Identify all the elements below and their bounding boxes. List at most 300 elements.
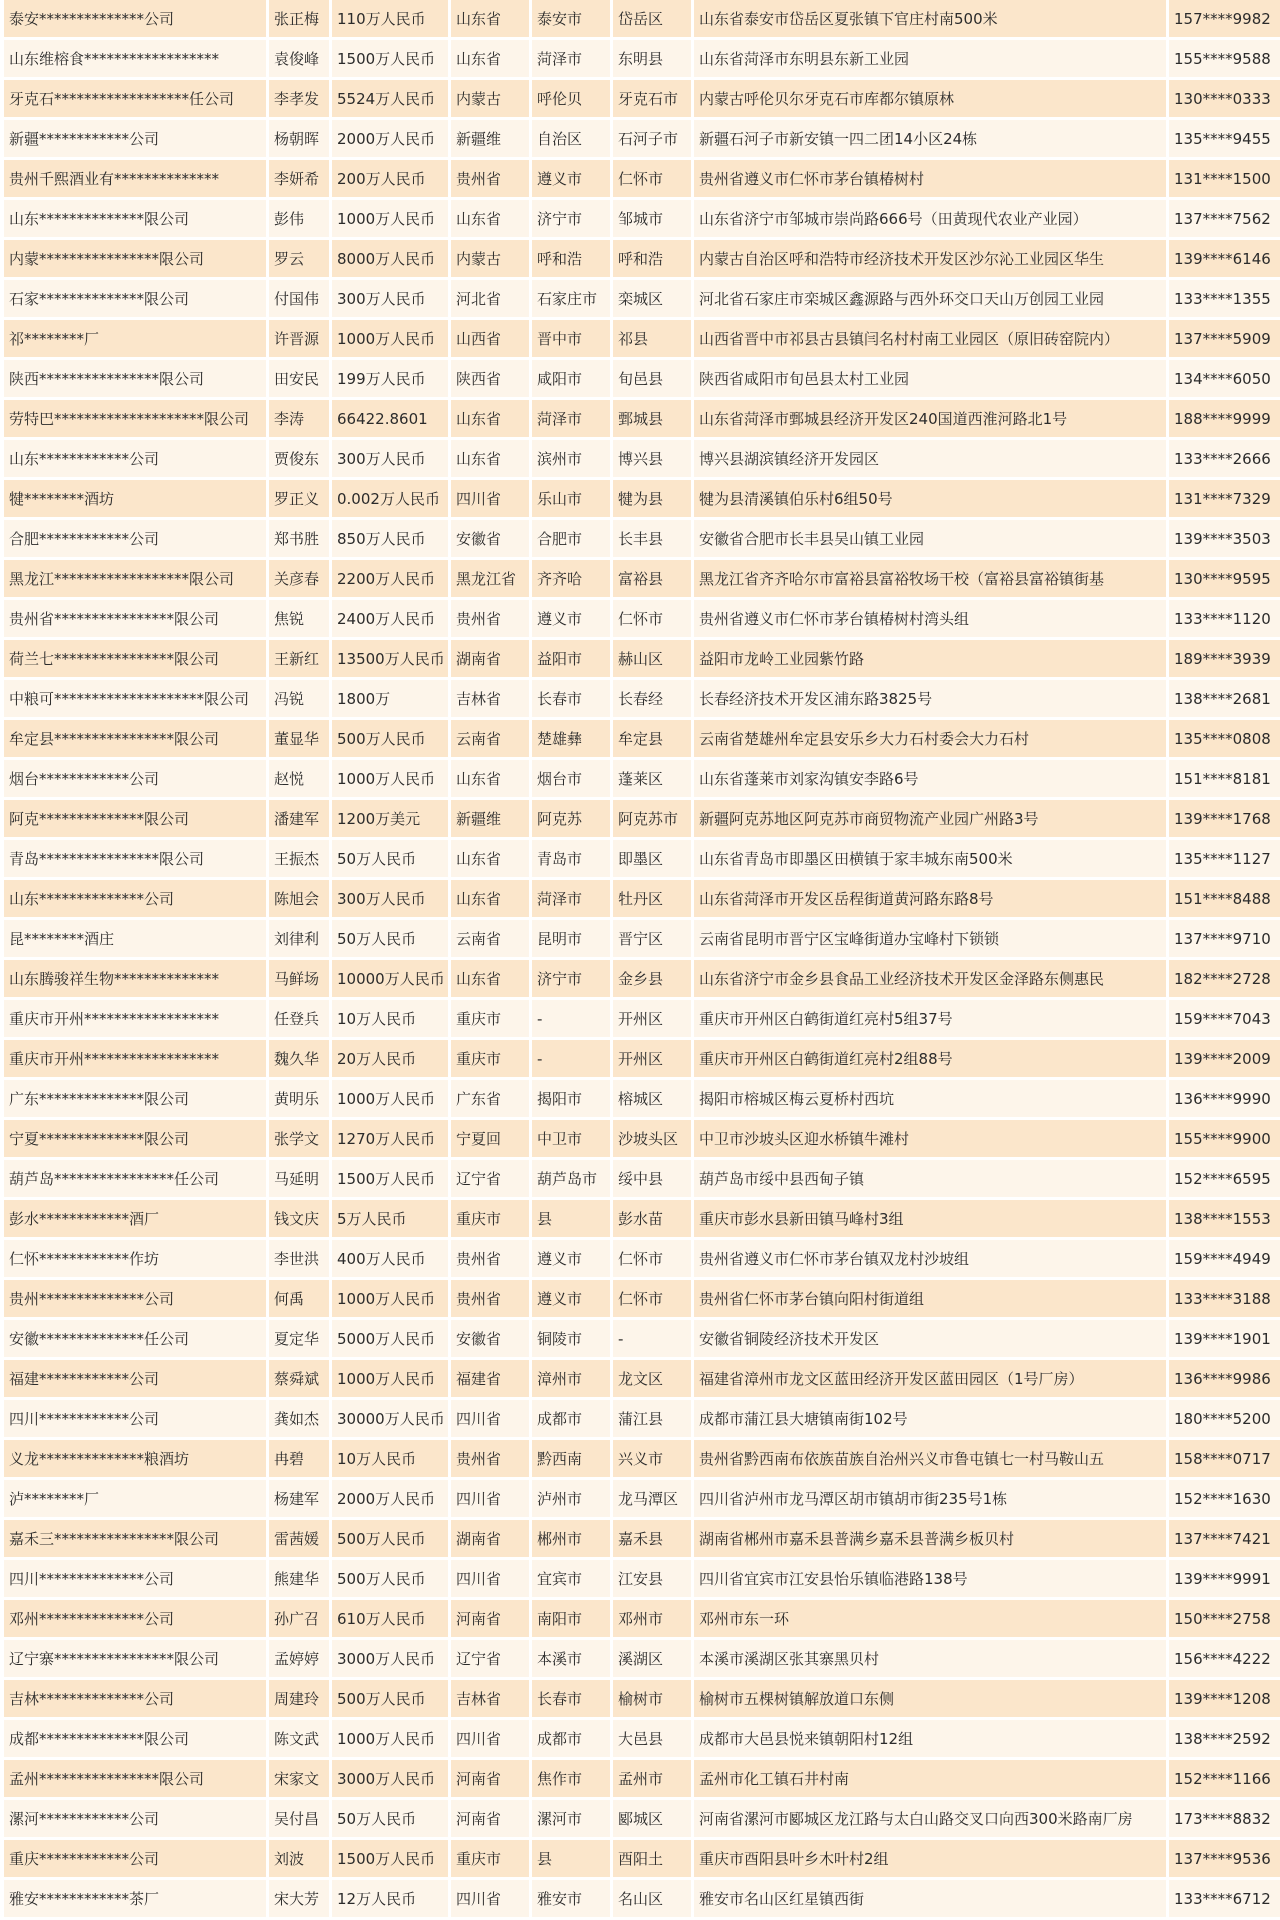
phone-cell: 137****9536: [1169, 1840, 1280, 1880]
district-cell: 孟州市: [613, 1760, 691, 1800]
address-cell: 邓州市东一环: [694, 1600, 1166, 1640]
province-cell: 四川省: [451, 1880, 529, 1920]
city-cell: 长春市: [532, 1680, 610, 1720]
table-row: [4, 1680, 1280, 1720]
phone-cell: 136****9986: [1169, 1360, 1280, 1400]
address-cell: 山东省济宁市邹城市崇尚路666号（田黄现代农业产业园）: [694, 200, 1166, 240]
province-cell: 四川省: [451, 1560, 529, 1600]
address-cell: 山东省济宁市金乡县食品工业经济技术开发区金泽路东侧惠民: [694, 960, 1166, 1000]
table-row: [4, 0, 1280, 40]
table-row: [4, 720, 1280, 760]
registered-capital-cell: 1000万人民币: [332, 320, 448, 360]
province-cell: 山西省: [451, 320, 529, 360]
registered-capital-cell: 0.002万人民币: [332, 480, 448, 520]
company-name-cell: 昆********酒庄: [4, 920, 266, 960]
company-name-cell: 重庆市开州******************: [4, 1040, 266, 1080]
province-cell: 四川省: [451, 1720, 529, 1760]
company-name-cell: 山东腾骏祥生物**************: [4, 960, 266, 1000]
legal-representative-cell: 杨朝晖: [269, 120, 329, 160]
table-row: [4, 1040, 1280, 1080]
city-cell: 本溪市: [532, 1640, 610, 1680]
table-row: [4, 1520, 1280, 1560]
company-name-cell: 广东**************限公司: [4, 1080, 266, 1120]
registered-capital-cell: 2000万人民币: [332, 1480, 448, 1520]
address-cell: 重庆市彭水县新田镇马峰村3组: [694, 1200, 1166, 1240]
district-cell: 仁怀市: [613, 1280, 691, 1320]
table-row: [4, 1200, 1280, 1240]
province-cell: 宁夏回: [451, 1120, 529, 1160]
company-name-cell: 吉林**************公司: [4, 1680, 266, 1720]
company-table-body: [4, 0, 1280, 1920]
phone-cell: 133****1355: [1169, 280, 1280, 320]
address-cell: 重庆市开州区白鹤街道红亮村5组37号: [694, 1000, 1166, 1040]
company-name-cell: 四川************公司: [4, 1400, 266, 1440]
registered-capital-cell: 1500万人民币: [332, 1160, 448, 1200]
district-cell: 榕城区: [613, 1080, 691, 1120]
table-row: [4, 400, 1280, 440]
district-cell: 金乡县: [613, 960, 691, 1000]
company-name-cell: 祁********厂: [4, 320, 266, 360]
province-cell: 山东省: [451, 0, 529, 40]
table-row: [4, 1360, 1280, 1400]
province-cell: 山东省: [451, 40, 529, 80]
province-cell: 贵州省: [451, 600, 529, 640]
address-cell: 贵州省黔西南布依族苗族自治州兴义市鲁屯镇七一村马鞍山五: [694, 1440, 1166, 1480]
company-name-cell: 新疆************公司: [4, 120, 266, 160]
registered-capital-cell: 13500万人民币: [332, 640, 448, 680]
company-name-cell: 重庆************公司: [4, 1840, 266, 1880]
city-cell: 菏泽市: [532, 400, 610, 440]
phone-cell: 133****2666: [1169, 440, 1280, 480]
registered-capital-cell: 610万人民币: [332, 1600, 448, 1640]
phone-cell: 158****0717: [1169, 1440, 1280, 1480]
company-name-cell: 石家**************限公司: [4, 280, 266, 320]
company-name-cell: 漯河************公司: [4, 1800, 266, 1840]
table-row: [4, 1760, 1280, 1800]
phone-cell: 139****6146: [1169, 240, 1280, 280]
address-cell: 四川省泸州市龙马潭区胡市镇胡市街235号1栋: [694, 1480, 1166, 1520]
company-name-cell: 邓州**************公司: [4, 1600, 266, 1640]
legal-representative-cell: 张正梅: [269, 0, 329, 40]
address-cell: 榆树市五棵树镇解放道口东侧: [694, 1680, 1166, 1720]
table-row: [4, 1160, 1280, 1200]
company-name-cell: 内蒙****************限公司: [4, 240, 266, 280]
district-cell: 岱岳区: [613, 0, 691, 40]
city-cell: 县: [532, 1200, 610, 1240]
district-cell: 江安县: [613, 1560, 691, 1600]
city-cell: 揭阳市: [532, 1080, 610, 1120]
registered-capital-cell: 50万人民币: [332, 840, 448, 880]
district-cell: 开州区: [613, 1000, 691, 1040]
legal-representative-cell: 宋家文: [269, 1760, 329, 1800]
province-cell: 陕西省: [451, 360, 529, 400]
company-name-cell: 重庆市开州******************: [4, 1000, 266, 1040]
legal-representative-cell: 龚如杰: [269, 1400, 329, 1440]
district-cell: 仁怀市: [613, 160, 691, 200]
registered-capital-cell: 1270万人民币: [332, 1120, 448, 1160]
phone-cell: 131****7329: [1169, 480, 1280, 520]
district-cell: 蒲江县: [613, 1400, 691, 1440]
province-cell: 吉林省: [451, 680, 529, 720]
city-cell: -: [532, 1040, 610, 1080]
registered-capital-cell: 1000万人民币: [332, 200, 448, 240]
registered-capital-cell: 1500万人民币: [332, 40, 448, 80]
district-cell: 长丰县: [613, 520, 691, 560]
company-name-cell: 青岛****************限公司: [4, 840, 266, 880]
phone-cell: 136****9990: [1169, 1080, 1280, 1120]
company-name-cell: 阿克**************限公司: [4, 800, 266, 840]
company-name-cell: 山东维榕食******************: [4, 40, 266, 80]
company-name-cell: 仁怀************作坊: [4, 1240, 266, 1280]
registered-capital-cell: 500万人民币: [332, 720, 448, 760]
table-row: [4, 1640, 1280, 1680]
province-cell: 河南省: [451, 1760, 529, 1800]
company-name-cell: 贵州省****************限公司: [4, 600, 266, 640]
registered-capital-cell: 1000万人民币: [332, 1080, 448, 1120]
address-cell: 陕西省咸阳市旬邑县太村工业园: [694, 360, 1166, 400]
district-cell: 博兴县: [613, 440, 691, 480]
company-name-cell: 荷兰七****************限公司: [4, 640, 266, 680]
city-cell: 成都市: [532, 1720, 610, 1760]
phone-cell: 139****3503: [1169, 520, 1280, 560]
phone-cell: 157****9982: [1169, 0, 1280, 40]
phone-cell: 156****4222: [1169, 1640, 1280, 1680]
city-cell: 泸州市: [532, 1480, 610, 1520]
address-cell: 云南省楚雄州牟定县安乐乡大力石村委会大力石村: [694, 720, 1166, 760]
legal-representative-cell: 任登兵: [269, 1000, 329, 1040]
registered-capital-cell: 300万人民币: [332, 280, 448, 320]
registered-capital-cell: 8000万人民币: [332, 240, 448, 280]
address-cell: 孟州市化工镇石井村南: [694, 1760, 1166, 1800]
phone-cell: 134****6050: [1169, 360, 1280, 400]
phone-cell: 151****8181: [1169, 760, 1280, 800]
province-cell: 湖南省: [451, 640, 529, 680]
city-cell: 济宁市: [532, 200, 610, 240]
registered-capital-cell: 10万人民币: [332, 1440, 448, 1480]
city-cell: 葫芦岛市: [532, 1160, 610, 1200]
address-cell: 山东省泰安市岱岳区夏张镇下官庄村南500米: [694, 0, 1166, 40]
city-cell: 石家庄市: [532, 280, 610, 320]
table-row: [4, 1320, 1280, 1360]
registered-capital-cell: 199万人民币: [332, 360, 448, 400]
address-cell: 本溪市溪湖区张其寨黑贝村: [694, 1640, 1166, 1680]
registered-capital-cell: 200万人民币: [332, 160, 448, 200]
legal-representative-cell: 周建玲: [269, 1680, 329, 1720]
district-cell: 兴义市: [613, 1440, 691, 1480]
legal-representative-cell: 夏定华: [269, 1320, 329, 1360]
registered-capital-cell: 10000万人民币: [332, 960, 448, 1000]
legal-representative-cell: 袁俊峰: [269, 40, 329, 80]
company-name-cell: 孟州****************限公司: [4, 1760, 266, 1800]
city-cell: 遵义市: [532, 160, 610, 200]
district-cell: 酉阳土: [613, 1840, 691, 1880]
phone-cell: 139****1208: [1169, 1680, 1280, 1720]
district-cell: 东明县: [613, 40, 691, 80]
table-row: [4, 960, 1280, 1000]
phone-cell: 159****7043: [1169, 1000, 1280, 1040]
phone-cell: 173****8832: [1169, 1800, 1280, 1840]
legal-representative-cell: 潘建军: [269, 800, 329, 840]
province-cell: 广东省: [451, 1080, 529, 1120]
province-cell: 四川省: [451, 480, 529, 520]
company-name-cell: 泰安**************公司: [4, 0, 266, 40]
registered-capital-cell: 2000万人民币: [332, 120, 448, 160]
district-cell: 祁县: [613, 320, 691, 360]
city-cell: 漳州市: [532, 1360, 610, 1400]
province-cell: 贵州省: [451, 160, 529, 200]
city-cell: 遵义市: [532, 1280, 610, 1320]
city-cell: 焦作市: [532, 1760, 610, 1800]
legal-representative-cell: 陈旭会: [269, 880, 329, 920]
table-row: [4, 1560, 1280, 1600]
province-cell: 山东省: [451, 960, 529, 1000]
district-cell: 邓州市: [613, 1600, 691, 1640]
table-row: [4, 880, 1280, 920]
legal-representative-cell: 孟婷婷: [269, 1640, 329, 1680]
legal-representative-cell: 杨建军: [269, 1480, 329, 1520]
phone-cell: 139****1901: [1169, 1320, 1280, 1360]
phone-cell: 133****1120: [1169, 600, 1280, 640]
phone-cell: 150****2758: [1169, 1600, 1280, 1640]
province-cell: 山东省: [451, 840, 529, 880]
city-cell: 菏泽市: [532, 40, 610, 80]
legal-representative-cell: 罗云: [269, 240, 329, 280]
phone-cell: 137****9710: [1169, 920, 1280, 960]
legal-representative-cell: 王新红: [269, 640, 329, 680]
city-cell: 呼伦贝: [532, 80, 610, 120]
phone-cell: 180****5200: [1169, 1400, 1280, 1440]
registered-capital-cell: 500万人民币: [332, 1560, 448, 1600]
province-cell: 山东省: [451, 880, 529, 920]
district-cell: 溪湖区: [613, 1640, 691, 1680]
table-row: [4, 40, 1280, 80]
province-cell: 吉林省: [451, 1680, 529, 1720]
address-cell: 贵州省仁怀市茅台镇向阳村街道组: [694, 1280, 1166, 1320]
legal-representative-cell: 蔡舜斌: [269, 1360, 329, 1400]
registered-capital-cell: 3000万人民币: [332, 1640, 448, 1680]
city-cell: 晋中市: [532, 320, 610, 360]
city-cell: 县: [532, 1840, 610, 1880]
province-cell: 重庆市: [451, 1840, 529, 1880]
address-cell: 山东省菏泽市东明县东新工业园: [694, 40, 1166, 80]
phone-cell: 133****3188: [1169, 1280, 1280, 1320]
legal-representative-cell: 熊建华: [269, 1560, 329, 1600]
company-name-cell: 中粮可********************限公司: [4, 680, 266, 720]
table-row: [4, 1440, 1280, 1480]
address-cell: 四川省宜宾市江安县怡乐镇临港路138号: [694, 1560, 1166, 1600]
province-cell: 贵州省: [451, 1240, 529, 1280]
legal-representative-cell: 刘律利: [269, 920, 329, 960]
address-cell: 益阳市龙岭工业园紫竹路: [694, 640, 1166, 680]
legal-representative-cell: 田安民: [269, 360, 329, 400]
phone-cell: 138****1553: [1169, 1200, 1280, 1240]
phone-cell: 151****8488: [1169, 880, 1280, 920]
company-name-cell: 陕西****************限公司: [4, 360, 266, 400]
city-cell: 铜陵市: [532, 1320, 610, 1360]
registered-capital-cell: 66422.8601: [332, 400, 448, 440]
company-name-cell: 牟定县****************限公司: [4, 720, 266, 760]
address-cell: 云南省昆明市晋宁区宝峰街道办宝峰村下锁锁: [694, 920, 1166, 960]
city-cell: 烟台市: [532, 760, 610, 800]
registered-capital-cell: 50万人民币: [332, 1800, 448, 1840]
district-cell: 邹城市: [613, 200, 691, 240]
district-cell: 龙马潭区: [613, 1480, 691, 1520]
district-cell: 蓬莱区: [613, 760, 691, 800]
company-name-cell: 泸********厂: [4, 1480, 266, 1520]
address-cell: 新疆阿克苏地区阿克苏市商贸物流产业园广州路3号: [694, 800, 1166, 840]
district-cell: 郾城区: [613, 1800, 691, 1840]
district-cell: 呼和浩: [613, 240, 691, 280]
city-cell: 长春市: [532, 680, 610, 720]
legal-representative-cell: 钱文庆: [269, 1200, 329, 1240]
company-name-cell: 义龙**************粮酒坊: [4, 1440, 266, 1480]
city-cell: 郴州市: [532, 1520, 610, 1560]
city-cell: 黔西南: [532, 1440, 610, 1480]
district-cell: 晋宁区: [613, 920, 691, 960]
phone-cell: 189****3939: [1169, 640, 1280, 680]
table-row: [4, 480, 1280, 520]
registered-capital-cell: 5000万人民币: [332, 1320, 448, 1360]
table-row: [4, 520, 1280, 560]
district-cell: 旬邑县: [613, 360, 691, 400]
table-row: [4, 1400, 1280, 1440]
district-cell: 大邑县: [613, 1720, 691, 1760]
district-cell: 仁怀市: [613, 600, 691, 640]
address-cell: 博兴县湖滨镇经济开发园区: [694, 440, 1166, 480]
registered-capital-cell: 300万人民币: [332, 440, 448, 480]
table-row: [4, 560, 1280, 600]
company-name-cell: 山东************公司: [4, 440, 266, 480]
district-cell: 鄄城县: [613, 400, 691, 440]
table-row: [4, 920, 1280, 960]
company-name-cell: 山东**************公司: [4, 880, 266, 920]
phone-cell: 138****2681: [1169, 680, 1280, 720]
table-row: [4, 1480, 1280, 1520]
phone-cell: 188****9999: [1169, 400, 1280, 440]
address-cell: 贵州省遵义市仁怀市茅台镇双龙村沙坡组: [694, 1240, 1166, 1280]
phone-cell: 130****0333: [1169, 80, 1280, 120]
address-cell: 黑龙江省齐齐哈尔市富裕县富裕牧场干校（富裕县富裕镇街基: [694, 560, 1166, 600]
province-cell: 福建省: [451, 1360, 529, 1400]
legal-representative-cell: 李涛: [269, 400, 329, 440]
address-cell: 安徽省铜陵经济技术开发区: [694, 1320, 1166, 1360]
district-cell: 牟定县: [613, 720, 691, 760]
table-row: [4, 200, 1280, 240]
legal-representative-cell: 董显华: [269, 720, 329, 760]
table-row: [4, 320, 1280, 360]
province-cell: 重庆市: [451, 1000, 529, 1040]
city-cell: 阿克苏: [532, 800, 610, 840]
legal-representative-cell: 张学文: [269, 1120, 329, 1160]
company-table: [1, 0, 1280, 1920]
city-cell: 成都市: [532, 1400, 610, 1440]
province-cell: 辽宁省: [451, 1640, 529, 1680]
province-cell: 山东省: [451, 400, 529, 440]
legal-representative-cell: 冯锐: [269, 680, 329, 720]
legal-representative-cell: 马延明: [269, 1160, 329, 1200]
table-row: [4, 840, 1280, 880]
registered-capital-cell: 1000万人民币: [332, 760, 448, 800]
registered-capital-cell: 10万人民币: [332, 1000, 448, 1040]
legal-representative-cell: 罗正义: [269, 480, 329, 520]
registered-capital-cell: 1800万: [332, 680, 448, 720]
registered-capital-cell: 1000万人民币: [332, 1360, 448, 1400]
registered-capital-cell: 30000万人民币: [332, 1400, 448, 1440]
province-cell: 安徽省: [451, 1320, 529, 1360]
company-name-cell: 安徽**************任公司: [4, 1320, 266, 1360]
table-row: [4, 680, 1280, 720]
province-cell: 四川省: [451, 1480, 529, 1520]
company-name-cell: 烟台************公司: [4, 760, 266, 800]
province-cell: 山东省: [451, 760, 529, 800]
legal-representative-cell: 关彦春: [269, 560, 329, 600]
city-cell: 遵义市: [532, 1240, 610, 1280]
city-cell: 昆明市: [532, 920, 610, 960]
district-cell: 犍为县: [613, 480, 691, 520]
address-cell: 长春经济技术开发区浦东路3825号: [694, 680, 1166, 720]
city-cell: 呼和浩: [532, 240, 610, 280]
phone-cell: 182****2728: [1169, 960, 1280, 1000]
company-name-cell: 嘉禾三****************限公司: [4, 1520, 266, 1560]
table-row: [4, 360, 1280, 400]
address-cell: 重庆市开州区白鹤街道红亮村2组88号: [694, 1040, 1166, 1080]
table-row: [4, 1720, 1280, 1760]
legal-representative-cell: 王振杰: [269, 840, 329, 880]
table-row: [4, 1800, 1280, 1840]
phone-cell: 152****1166: [1169, 1760, 1280, 1800]
district-cell: 沙坡头区: [613, 1120, 691, 1160]
legal-representative-cell: 吴付昌: [269, 1800, 329, 1840]
city-cell: 雅安市: [532, 1880, 610, 1920]
phone-cell: 137****7421: [1169, 1520, 1280, 1560]
company-name-cell: 贵州千熙酒业有**************: [4, 160, 266, 200]
address-cell: 贵州省遵义市仁怀市茅台镇椿树村: [694, 160, 1166, 200]
table-row: [4, 80, 1280, 120]
district-cell: 绥中县: [613, 1160, 691, 1200]
district-cell: 阿克苏市: [613, 800, 691, 840]
legal-representative-cell: 何禹: [269, 1280, 329, 1320]
province-cell: 黑龙江省: [451, 560, 529, 600]
table-row: [4, 600, 1280, 640]
registered-capital-cell: 12万人民币: [332, 1880, 448, 1920]
legal-representative-cell: 雷茜媛: [269, 1520, 329, 1560]
district-cell: 栾城区: [613, 280, 691, 320]
legal-representative-cell: 李妍希: [269, 160, 329, 200]
address-cell: 重庆市酉阳县叶乡木叶村2组: [694, 1840, 1166, 1880]
phone-cell: 139****2009: [1169, 1040, 1280, 1080]
province-cell: 四川省: [451, 1400, 529, 1440]
phone-cell: 152****6595: [1169, 1160, 1280, 1200]
address-cell: 山东省菏泽市开发区岳程街道黄河路东路8号: [694, 880, 1166, 920]
legal-representative-cell: 彭伟: [269, 200, 329, 240]
registered-capital-cell: 500万人民币: [332, 1680, 448, 1720]
phone-cell: 135****1127: [1169, 840, 1280, 880]
table-row: [4, 1840, 1280, 1880]
phone-cell: 139****9991: [1169, 1560, 1280, 1600]
table-row: [4, 640, 1280, 680]
phone-cell: 137****7562: [1169, 200, 1280, 240]
registered-capital-cell: 400万人民币: [332, 1240, 448, 1280]
district-cell: 长春经: [613, 680, 691, 720]
company-name-cell: 葫芦岛****************任公司: [4, 1160, 266, 1200]
phone-cell: 137****5909: [1169, 320, 1280, 360]
city-cell: 青岛市: [532, 840, 610, 880]
province-cell: 云南省: [451, 920, 529, 960]
province-cell: 新疆维: [451, 800, 529, 840]
district-cell: 开州区: [613, 1040, 691, 1080]
phone-cell: 138****2592: [1169, 1720, 1280, 1760]
table-row: [4, 1240, 1280, 1280]
